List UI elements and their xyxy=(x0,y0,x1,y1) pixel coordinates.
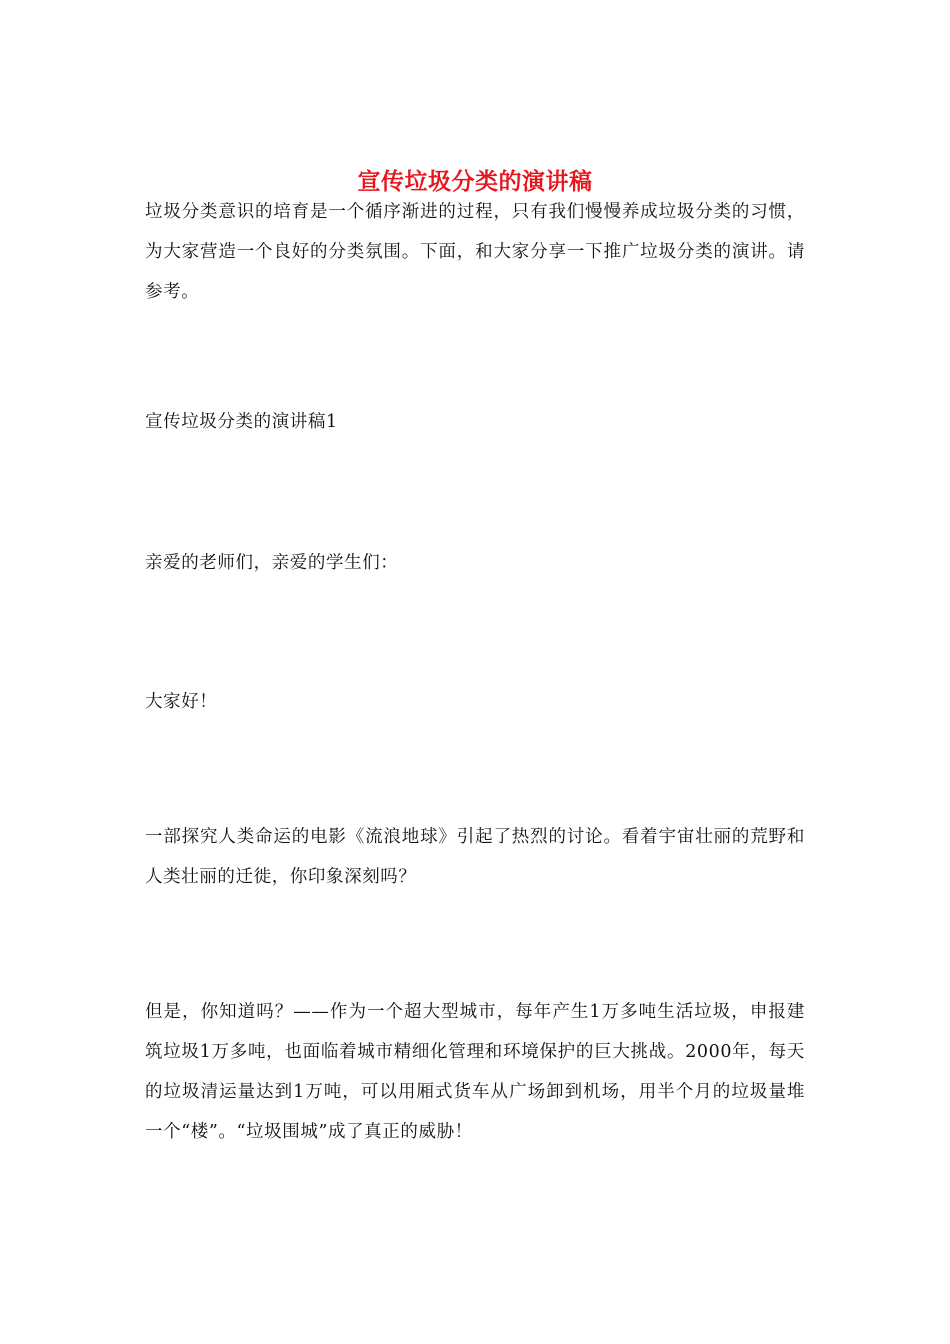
speech-subtitle: 宣传垃圾分类的演讲稿1 xyxy=(145,412,338,432)
greeting-hello: 大家好！ xyxy=(145,692,218,712)
body-paragraph: 但是，你知道吗？——作为一个超大型城市，每年产生1万多吨生活垃圾，申报建筑垃圾1万多吨，也面临着城市精细化管理和环境保护的巨大挑战。2000年，每天的垃圾清运量达到1万吨，可以用厢式货车从广场卸到机场，用半个月的垃圾量堆一个“楼”。“垃圾围城”成了真正的威胁！ xyxy=(145,1002,805,1142)
intro-paragraph: 垃圾分类意识的培育是一个循序渐进的过程，只有我们慢慢养成垃圾分类的习惯，为大家营造一个良好的分类氛围。下面，和大家分享一下推广垃圾分类的演讲。请参考。 xyxy=(145,202,805,302)
document-title: 宣传垃圾分类的演讲稿 xyxy=(357,169,593,196)
body-paragraph: 一部探究人类命运的电影《流浪地球》引起了热烈的讨论。看着宇宙壮丽的荒野和人类壮丽的迁徙，你印象深刻吗？ xyxy=(145,827,805,887)
greeting-audience: 亲爱的老师们，亲爱的学生们： xyxy=(145,553,399,573)
